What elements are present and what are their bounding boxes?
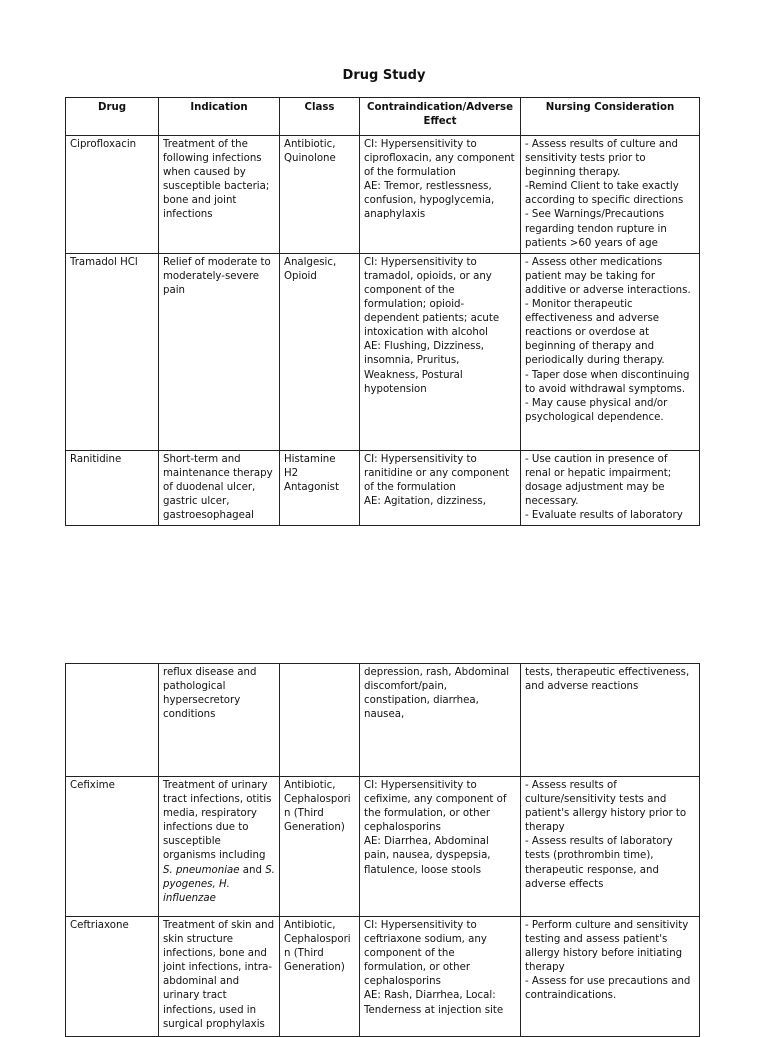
drug-cell: Ranitidine bbox=[66, 450, 159, 525]
drug-cell: Ciprofloxacin bbox=[66, 136, 159, 254]
class-cell: Antibiotic, Cephalosporin (Third Generation) bbox=[280, 777, 360, 917]
contra-cell: depression, rash, Abdominal discomfort/pain, constipation, diarrhea, nausea, bbox=[360, 664, 521, 777]
indication-cell: Treatment of the following infections when caused by susceptible bacteria; bone and joint infections bbox=[159, 136, 280, 254]
nursing-cell: - Assess other medications patient may be taking for additive or adverse interactions. - Monitor therapeutic effectiveness and adverse reactions or overdose at beginning of therapy and periodically during therapy. - Taper dose when discontinuing to avoid withdrawal symptoms. - May cause physical and/or psychological dependence. bbox=[521, 253, 700, 450]
class-cell bbox=[280, 664, 360, 777]
indication-text: and bbox=[239, 864, 266, 876]
contra-cell: CI: Hypersensitivity to ciprofloxacin, any component of the formulation AE: Tremor, restlessness, confusion, hypoglycemia, anaphylaxis bbox=[360, 136, 521, 254]
class-cell: Antibiotic, Quinolone bbox=[280, 136, 360, 254]
drug-cell bbox=[66, 664, 159, 777]
table-row bbox=[66, 450, 700, 525]
indication-cell: Short-term and maintenance therapy of duodenal ulcer, gastric ulcer, gastroesophageal bbox=[159, 450, 280, 525]
table-row bbox=[66, 664, 700, 777]
header-contraindication: Contraindication/Adverse Effect bbox=[360, 98, 521, 136]
header-indication: Indication bbox=[159, 98, 280, 136]
class-cell: Antibiotic, Cephalosporin (Third Generation) bbox=[280, 917, 360, 1037]
header-nursing: Nursing Consideration bbox=[521, 98, 700, 136]
header-drug: Drug bbox=[66, 98, 159, 136]
drug-study-table-page-1 bbox=[65, 97, 700, 526]
drug-cell: Ceftriaxone bbox=[66, 917, 159, 1037]
table-row bbox=[66, 777, 700, 917]
drug-cell: Tramadol HCl bbox=[66, 253, 159, 450]
nursing-cell: - Assess results of culture and sensitivity tests prior to beginning therapy. -Remind Client to take exactly according to specific directions - See Warnings/Precautions regarding tendon rupture in patients >60 years of age bbox=[521, 136, 700, 254]
nursing-cell: tests, therapeutic effectiveness, and adverse reactions bbox=[521, 664, 700, 777]
indication-cell bbox=[159, 777, 280, 917]
drug-study-table-page-2 bbox=[65, 663, 700, 1037]
indication-text: Treatment of urinary tract infections, otitis media, respiratory infections due to susceptible organisms including bbox=[163, 780, 272, 862]
document-title: Drug Study bbox=[342, 68, 426, 83]
class-cell: Histamine H2 Antagonist bbox=[280, 450, 360, 525]
nursing-cell: - Use caution in presence of renal or hepatic impairment; dosage adjustment may be necessary. - Evaluate results of laboratory bbox=[521, 450, 700, 525]
contra-cell: CI: Hypersensitivity to cefixime, any component of the formulation, or other cephalosporins AE: Diarrhea, Abdominal pain, nausea, dyspepsia, flatulence, loose stools bbox=[360, 777, 521, 917]
class-cell: Analgesic, Opioid bbox=[280, 253, 360, 450]
drug-cell: Cefixime bbox=[66, 777, 159, 917]
indication-cell: Relief of moderate to moderately-severe pain bbox=[159, 253, 280, 450]
organism-name: S. pneumoniae bbox=[163, 864, 240, 876]
nursing-cell: - Assess results of culture/sensitivity tests and patient's allergy history prior to therapy - Assess results of laboratory tests (prothrombin time), therapeutic response, and adverse effects bbox=[521, 777, 700, 917]
contra-cell: CI: Hypersensitivity to tramadol, opioids, or any component of the formulation; opioid-dependent patients; acute intoxication with alcohol AE: Flushing, Dizziness, insomnia, Pruritus, Weakness, Postural hypotension bbox=[360, 253, 521, 450]
indication-cell: Treatment of skin and skin structure infections, bone and joint infections, intra-abdominal and urinary tract infections, used in surgical prophylaxis bbox=[159, 917, 280, 1037]
contra-cell: CI: Hypersensitivity to ceftriaxone sodium, any component of the formulation, or other cephalosporins AE: Rash, Diarrhea, Local: Tenderness at injection site bbox=[360, 917, 521, 1037]
organism-name: S. pyogenes, H. influenzae bbox=[163, 864, 275, 904]
indication-cell: reflux disease and pathological hypersecretory conditions bbox=[159, 664, 280, 777]
table-row bbox=[66, 917, 700, 1037]
contra-cell: CI: Hypersensitivity to ranitidine or any component of the formulation AE: Agitation, dizziness, bbox=[360, 450, 521, 525]
table-row bbox=[66, 136, 700, 254]
table-header-row bbox=[66, 98, 700, 136]
table-row bbox=[66, 253, 700, 450]
nursing-cell: - Perform culture and sensitivity testing and assess patient's allergy history before initiating therapy - Assess for use precautions and contraindications. bbox=[521, 917, 700, 1037]
header-class: Class bbox=[280, 98, 360, 136]
